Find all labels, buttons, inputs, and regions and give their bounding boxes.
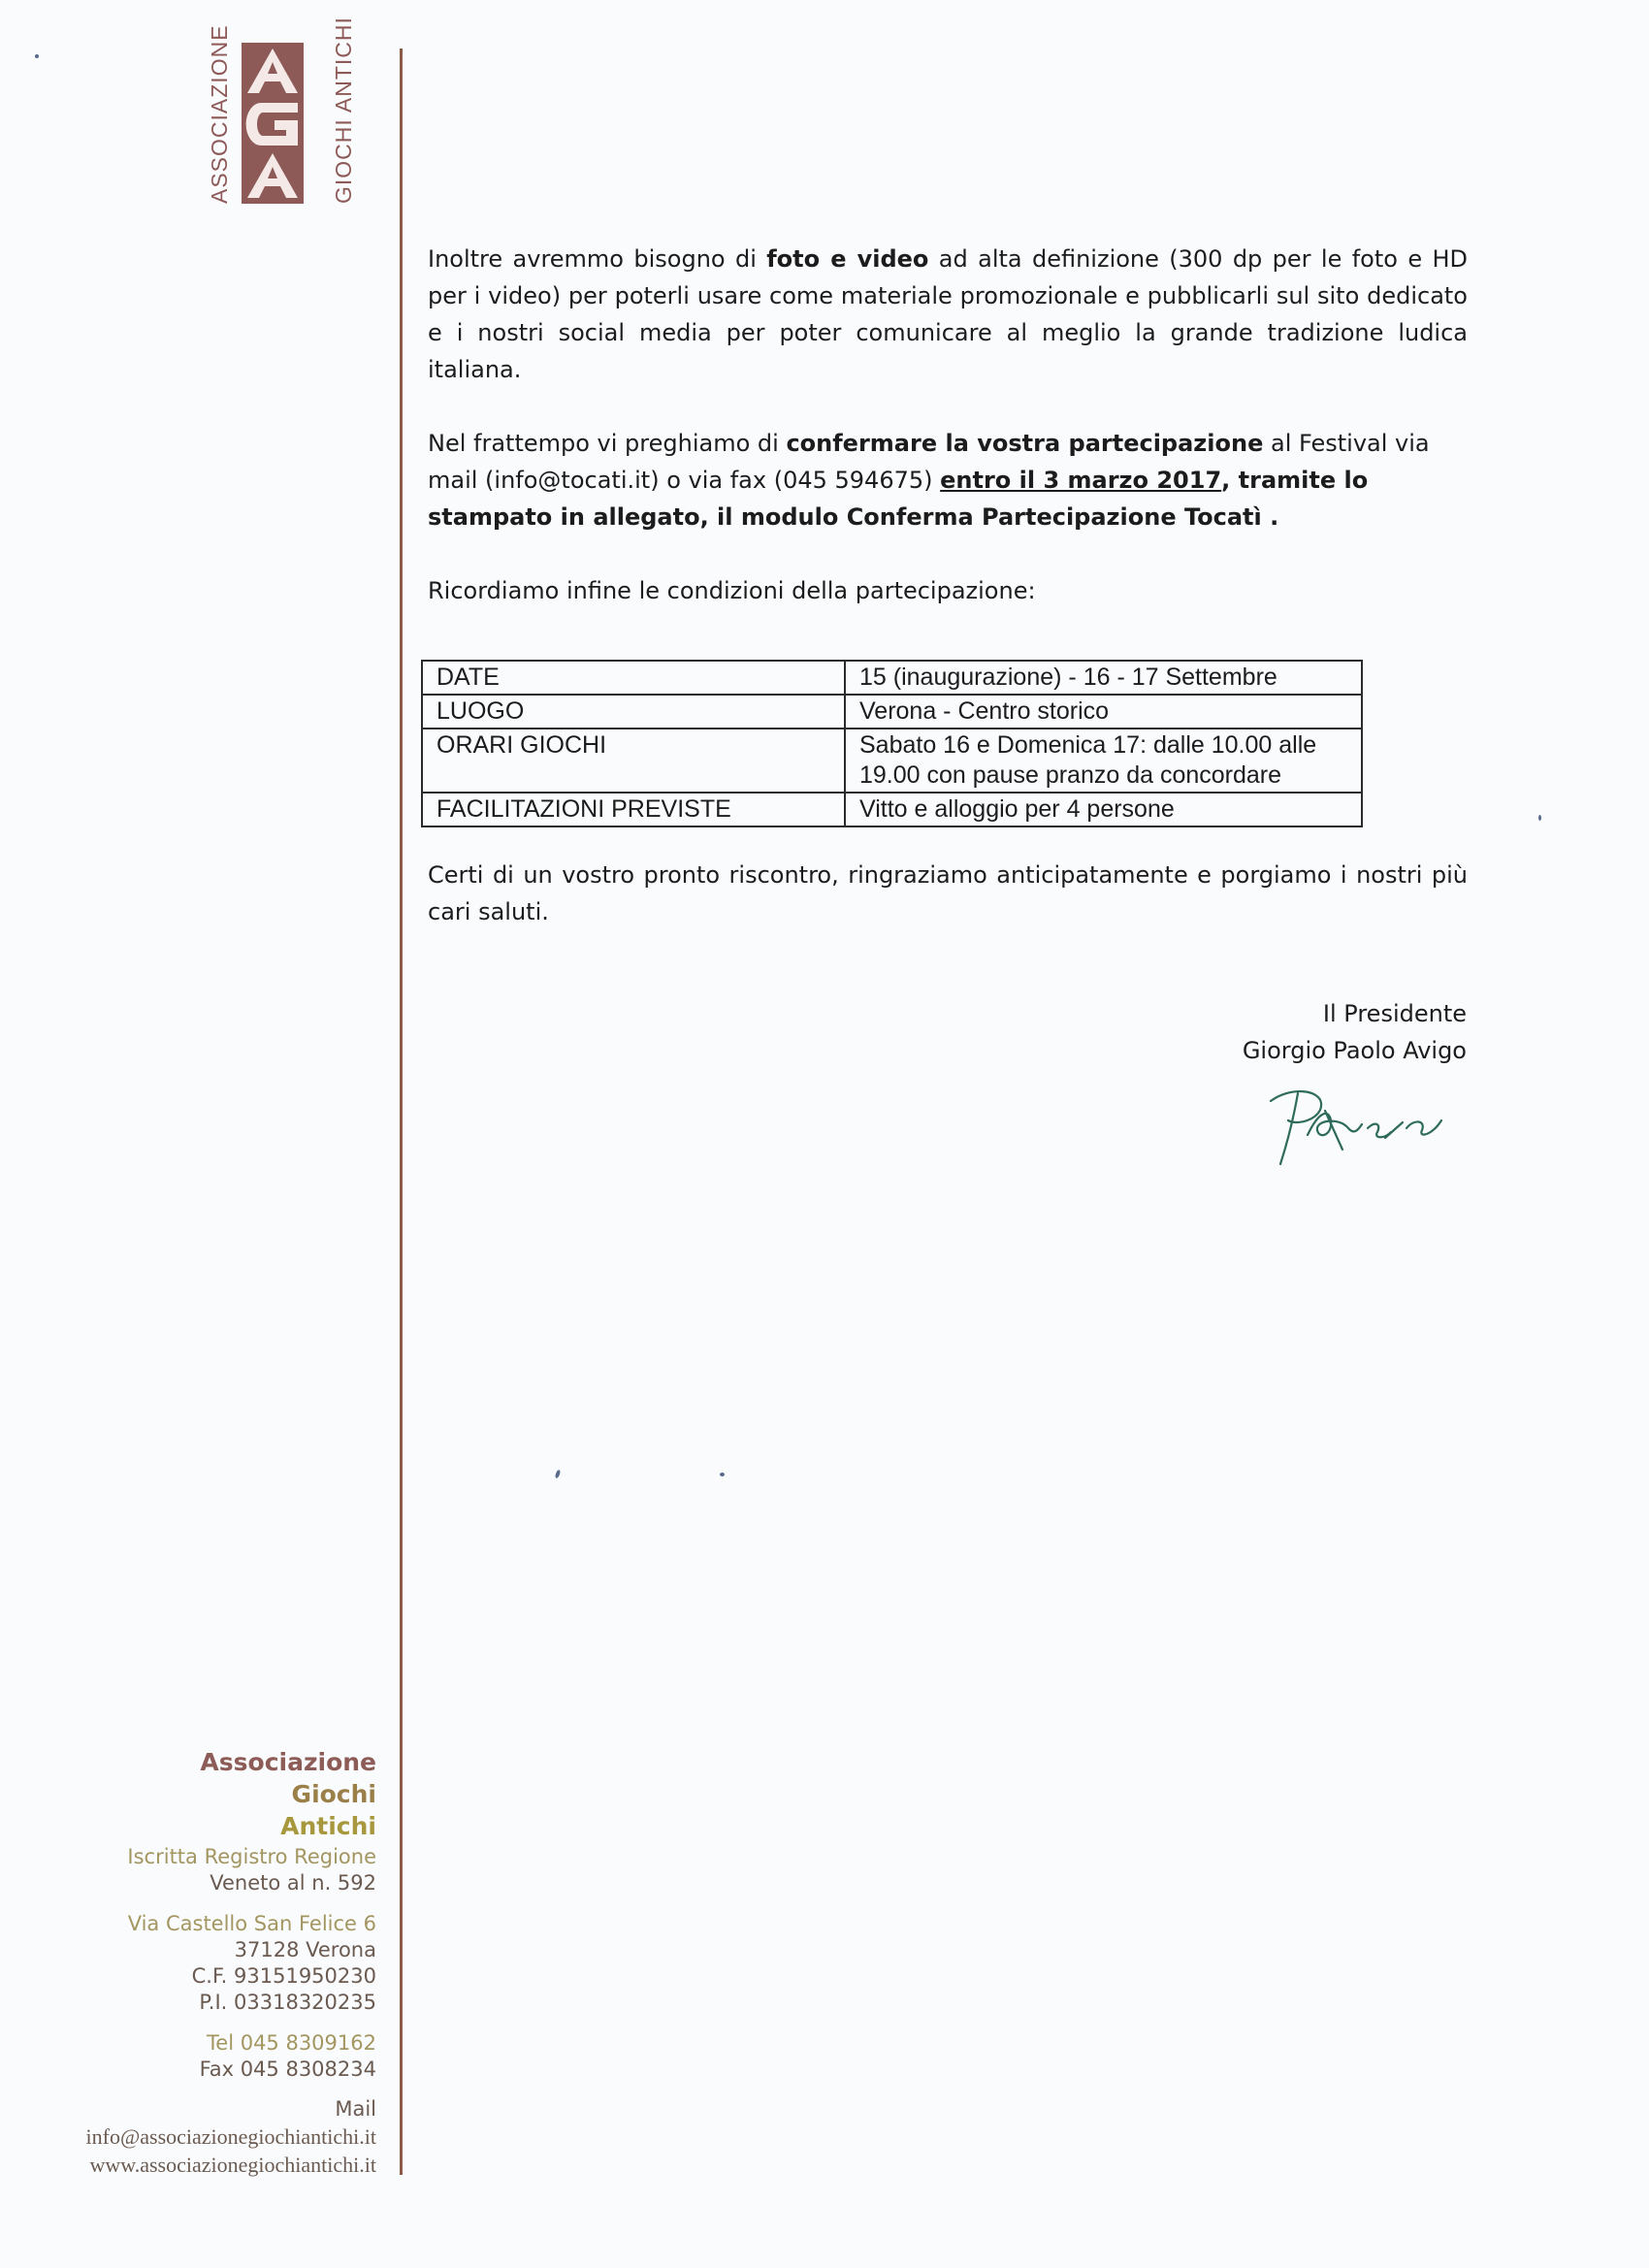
association-logo [199, 16, 356, 213]
table-row [422, 729, 1362, 793]
logo-word-associazione: ASSOCIAZIONE [207, 24, 232, 204]
fax: Fax 045 8308234 [199, 2057, 376, 2081]
paragraph-conditions-intro: Ricordiamo infine le condizioni della partecipazione: [428, 577, 1036, 604]
logo-word-giochi-antichi: GIOCHI ANTICHI [331, 16, 356, 204]
emphasis-confirm: confermare la vostra partecipazione [786, 430, 1264, 457]
registry-line2: Veneto al n. 592 [210, 1871, 376, 1895]
paragraph-media: Inoltre avremmo bisogno di foto e video ad alta definizione (300 dp per le foto e HD per i video) per poterli usare come materiale promozionale e pubblicarli sul sito dedicato e i nostri social media per poter comunicare al meglio la grande tradizione ludica italiana. [428, 245, 1468, 383]
website-link[interactable]: www.associazionegiochiantichi.it [89, 2153, 376, 2177]
address-block [0, 1911, 376, 2016]
emphasis-form: , tramite lo stampato in allegato, il modulo Conferma Partecipazione Tocatì . [428, 467, 1369, 531]
scan-speck [720, 1473, 725, 1476]
signoff-name: Giorgio Paolo Avigo [1242, 1037, 1467, 1064]
scan-speck [1538, 815, 1541, 821]
emphasis-foto-video: foto e video [766, 245, 929, 273]
signoff-title: Il Presidente [1322, 1000, 1467, 1027]
vat-number: P.I. 03318320235 [199, 1991, 376, 2014]
scan-speck [555, 1470, 562, 1479]
address-street: Via Castello San Felice 6 [127, 1912, 376, 1935]
handwritten-signature-icon [1261, 1082, 1455, 1174]
org-name-line3: Antichi [280, 1812, 376, 1840]
mail-label: Mail [335, 2097, 376, 2121]
condition-key: DATE [422, 661, 845, 695]
paragraph-confirmation: Nel frattempo vi preghiamo di confermare la vostra partecipazione al Festival via mail (info@tocati.it) o via fax (045 594675) entro il 3 marzo 2017, tramite lo stampato in allegato, il modulo Conferma Partecipazione Tocatì . [428, 430, 1430, 531]
telephone: Tel 045 8309162 [207, 2031, 376, 2055]
signoff [1243, 995, 1467, 1069]
registry-info [0, 1844, 376, 1896]
conditions-table [421, 660, 1363, 827]
table-row [422, 695, 1362, 729]
table-row [422, 793, 1362, 826]
vertical-divider [400, 49, 403, 2175]
condition-key: ORARI GIOCHI [422, 729, 845, 793]
scan-speck [35, 54, 39, 58]
condition-value: Vitto e alloggio per 4 persone [845, 793, 1362, 826]
org-name-line1: Associazione [200, 1748, 376, 1776]
table-row [422, 661, 1362, 695]
registry-line1: Iscritta Registro Regione [127, 1845, 376, 1868]
condition-value: Verona - Centro storico [845, 695, 1362, 729]
letter-body [428, 241, 1468, 609]
sidebar-contact [0, 1746, 376, 2179]
closing-paragraph: Certi di un vostro pronto riscontro, ringraziamo anticipatamente e porgiamo i nostri più cari saluti. [428, 861, 1468, 925]
condition-key: FACILITAZIONI PREVISTE [422, 793, 845, 826]
deadline: entro il 3 marzo 2017 [940, 467, 1222, 494]
aga-monogram-icon [242, 43, 304, 204]
condition-value: 15 (inaugurazione) - 16 - 17 Settembre [845, 661, 1362, 695]
fiscal-code: C.F. 93151950230 [191, 1964, 376, 1988]
address-city: 37128 Verona [234, 1938, 376, 1961]
email-address[interactable]: info@associazionegiochiantichi.it [85, 2124, 376, 2149]
condition-value: Sabato 16 e Domenica 17: dalle 10.00 alle 19.00 con pause pranzo da concordare [845, 729, 1362, 793]
phone-block [0, 2030, 376, 2083]
org-name-line2: Giochi [291, 1780, 376, 1808]
condition-key: LUOGO [422, 695, 845, 729]
